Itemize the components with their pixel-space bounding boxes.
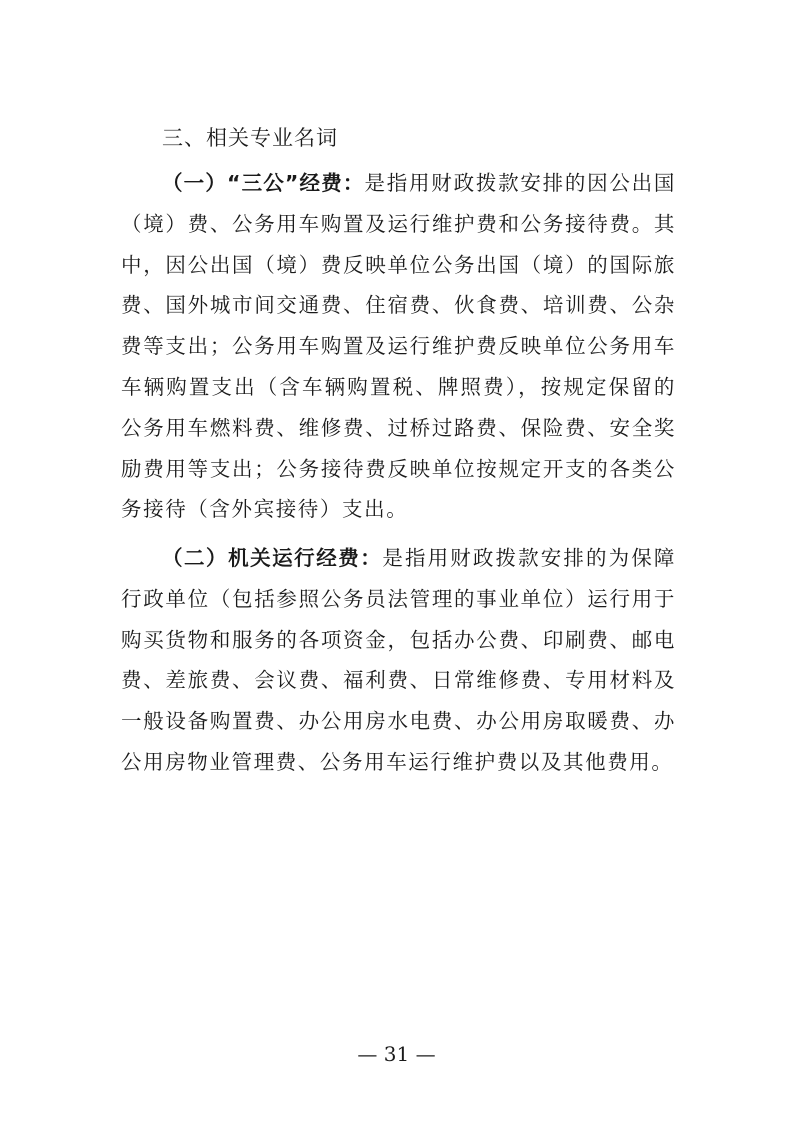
page-number: — 31 — <box>357 1042 436 1066</box>
paragraph-three-public-expenses <box>121 163 676 530</box>
definition-agency-operating-expenses: 是指用财政拨款安排的为保障行政单位（包括参照公务员法管理的事业单位）运行用于购买货物和服务的各项资金，包括办公费、印刷费、邮电费、差旅费、会议费、福利费、日常维修费、专用材料及一般设备购置费、办公用房水电费、办公用房取暖费、办公用房物业管理费、公务用车运行维护费以及其他费用。 <box>121 546 676 774</box>
term-agency-operating-expenses: （二）机关运行经费： <box>162 546 383 570</box>
definition-three-public-expenses: 是指用财政拨款安排的因公出国（境）费、公务用车购置及运行维护费和公务接待费。其中，因公出国（境）费反映单位公务出国（境）的国际旅费、国外城市间交通费、住宿费、伙食费、培训费、公杂费等支出；公务用车购置及运行维护费反映单位公务用车车辆购置支出（含车辆购置税、牌照费），按规定保留的公务用车燃料费、维修费、过桥过路费、保险费、安全奖励费用等支出；公务接待费反映单位按规定开支的各类公务接待（含外宾接待）支出。 <box>121 171 676 522</box>
paragraph-agency-operating-expenses <box>121 538 676 783</box>
section-heading: 三、相关专业名词 <box>162 126 338 150</box>
term-three-public-expenses: （一）“三公”经费： <box>162 171 365 195</box>
